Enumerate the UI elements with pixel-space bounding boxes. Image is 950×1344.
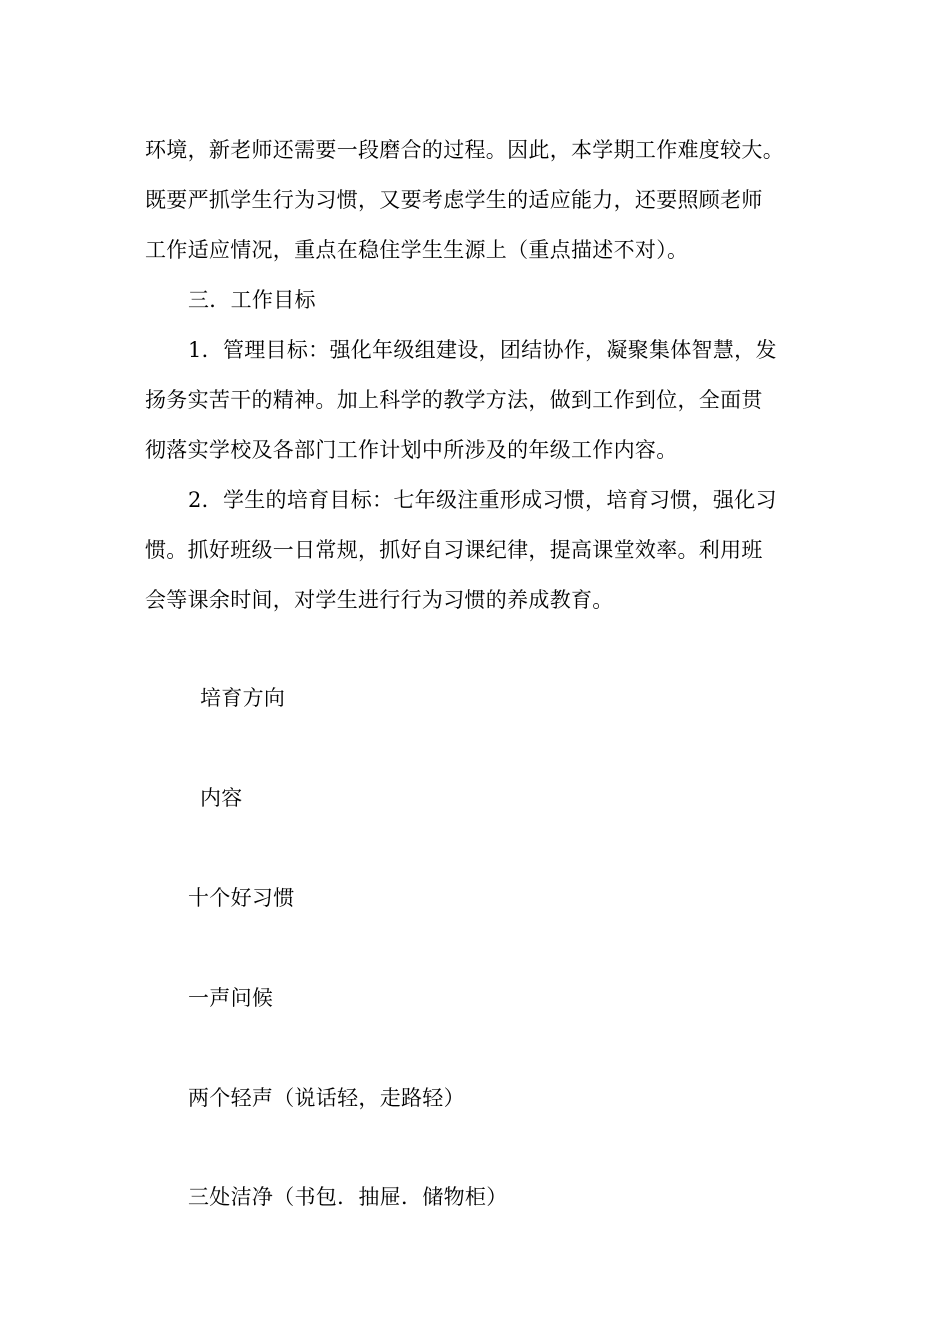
paragraph-line: 扬务实苦干的精神。加上科学的教学方法，做到工作到位，全面贯 [145, 388, 763, 412]
paragraph-line: 2．学生的培育目标：七年级注重形成习惯，培育习惯，强化习 [188, 488, 777, 512]
table-cell: 三处洁净（书包．抽屉．储物柜） [188, 1185, 508, 1209]
table-header-direction: 培育方向 [200, 686, 286, 710]
paragraph-line: 会等课余时间，对学生进行行为习惯的养成教育。 [145, 588, 614, 612]
section-heading: 三．工作目标 [188, 288, 316, 312]
table-header-content: 内容 [200, 786, 243, 810]
table-cell: 十个好习惯 [188, 886, 295, 910]
paragraph-line: 1．管理目标：强化年级组建设，团结协作，凝聚集体智慧，发 [188, 338, 777, 362]
paragraph-line: 环境，新老师还需要一段磨合的过程。因此，本学期工作难度较大。 [145, 138, 784, 162]
paragraph-line: 工作适应情况，重点在稳住学生生源上（重点描述不对）。 [145, 238, 689, 262]
table-cell: 两个轻声（说话轻，走路轻） [188, 1086, 465, 1110]
paragraph-line: 既要严抓学生行为习惯，又要考虑学生的适应能力，还要照顾老师 [145, 188, 763, 212]
paragraph-line: 惯。抓好班级一日常规，抓好自习课纪律，提高课堂效率。利用班 [145, 538, 763, 562]
paragraph-line: 彻落实学校及各部门工作计划中所涉及的年级工作内容。 [145, 438, 678, 462]
table-cell: 一声问候 [188, 986, 274, 1010]
